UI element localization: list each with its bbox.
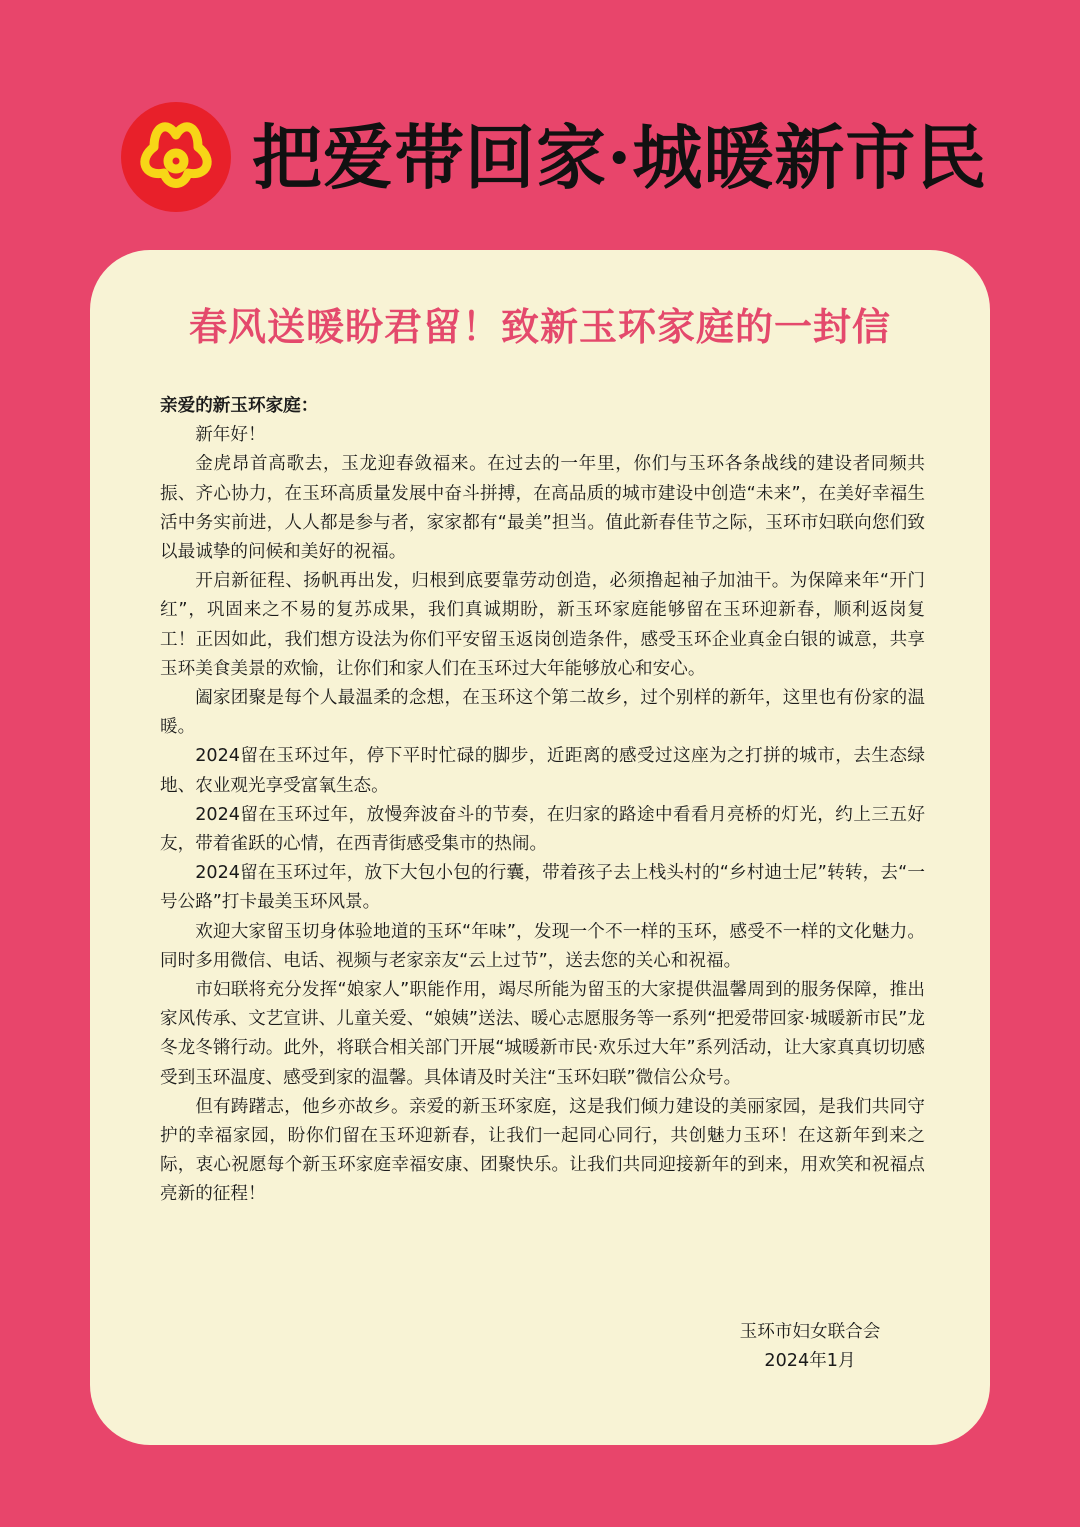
letter-greeting: 亲爱的新玉环家庭：: [160, 396, 319, 416]
paragraph: 市妇联将充分发挥“娘家人”职能作用，竭尽所能为留玉的大家提供温馨周到的服务保障，推出家风传承、文艺宣讲、儿童关爱、“娘姨”送法、暖心志愿服务等一系列“把爱带回家·城暖新市民”龙冬龙冬锵行动。此外，将联合相关部门开展“城暖新市民·欢乐过大年”系列活动，让大家真真切切感受到玉环温度、感受到家的温馨。具体请及时关注“玉环妇联”微信公众号。: [160, 980, 925, 1088]
signature-date: 2024年1月: [764, 1351, 856, 1372]
paragraph: 欢迎大家留玉切身体验地道的玉环“年味”，发现一个不一样的玉环，感受不一样的文化魅力。同时多用微信、电话、视频与老家亲友“云上过节”，送去您的关心和祝福。: [160, 921, 925, 971]
letter-card: [90, 250, 990, 1445]
header: [0, 96, 1080, 236]
paragraph: 2024留在玉环过年，停下平时忙碌的脚步，近距离的感受过这座为之打拼的城市，去生态绿地、农业观光享受富氧生态。: [160, 746, 925, 796]
paragraph: 开启新征程、扬帆再出发，归根到底要靠劳动创造，必须撸起袖子加油干。为保障来年“开门红”，巩固来之不易的复苏成果，我们真诚期盼，新玉环家庭能够留在玉环迎新春，顺利返岗复工！正因如此，我们想方设法为你们平安留玉返岗创造条件，感受玉环企业真金白银的诚意，共享玉环美食美景的欢愉，让你们和家人们在玉环过大年能够放心和安心。: [160, 571, 925, 679]
paragraph: 金虎昂首高歌去，玉龙迎春敛福来。在过去的一年里，你们与玉环各条战线的建设者同频共振、齐心协力，在玉环高质量发展中奋斗拼搏，在高品质的城市建设中创造“未来”，在美好幸福生活中务实前进，人人都是参与者，家家都有“最美”担当。值此新春佳节之际，玉环市妇联向您们致以最诚挚的问候和美好的祝福。: [160, 454, 925, 563]
paragraph: 但有踌躇志，他乡亦故乡。亲爱的新玉环家庭，这是我们倾力建设的美丽家园，是我们共同守护的幸福家园，盼你们留在玉环迎新春，让我们一起同心同行，共创魅力玉环！在这新年到来之际，衷心祝愿每个新玉环家庭幸福安康、团聚快乐。让我们共同迎接新年的到来，用欢笑和祝福点亮新的征程！: [160, 1096, 925, 1205]
letter-title: 春风送暖盼君留！致新玉环家庭的一封信: [188, 304, 891, 349]
paragraph: 2024留在玉环过年，放下大包小包的行囊，带着孩子去上栈头村的“乡村迪士尼”转转，去“一号公路”打卡最美玉环风景。: [160, 863, 925, 913]
paragraph: 新年好！: [195, 425, 266, 446]
paragraph: 2024留在玉环过年，放慢奔波奋斗的节奏，在归家的路途中看看月亮桥的灯光，约上三五好友，带着雀跃的心情，在西青街感受集市的热闹。: [160, 804, 925, 855]
campaign-slogan: 把爱带回家·城暖新市民: [252, 116, 988, 199]
signature-block: [710, 1318, 910, 1376]
letter-body: [160, 392, 925, 1210]
signature-org: 玉环市妇女联合会: [739, 1322, 881, 1342]
womens-federation-emblem-icon: [120, 101, 232, 213]
paragraph: 阖家团聚是每个人最温柔的念想，在玉环这个第二故乡，过个别样的新年，这里也有份家的温暖。: [160, 688, 925, 738]
